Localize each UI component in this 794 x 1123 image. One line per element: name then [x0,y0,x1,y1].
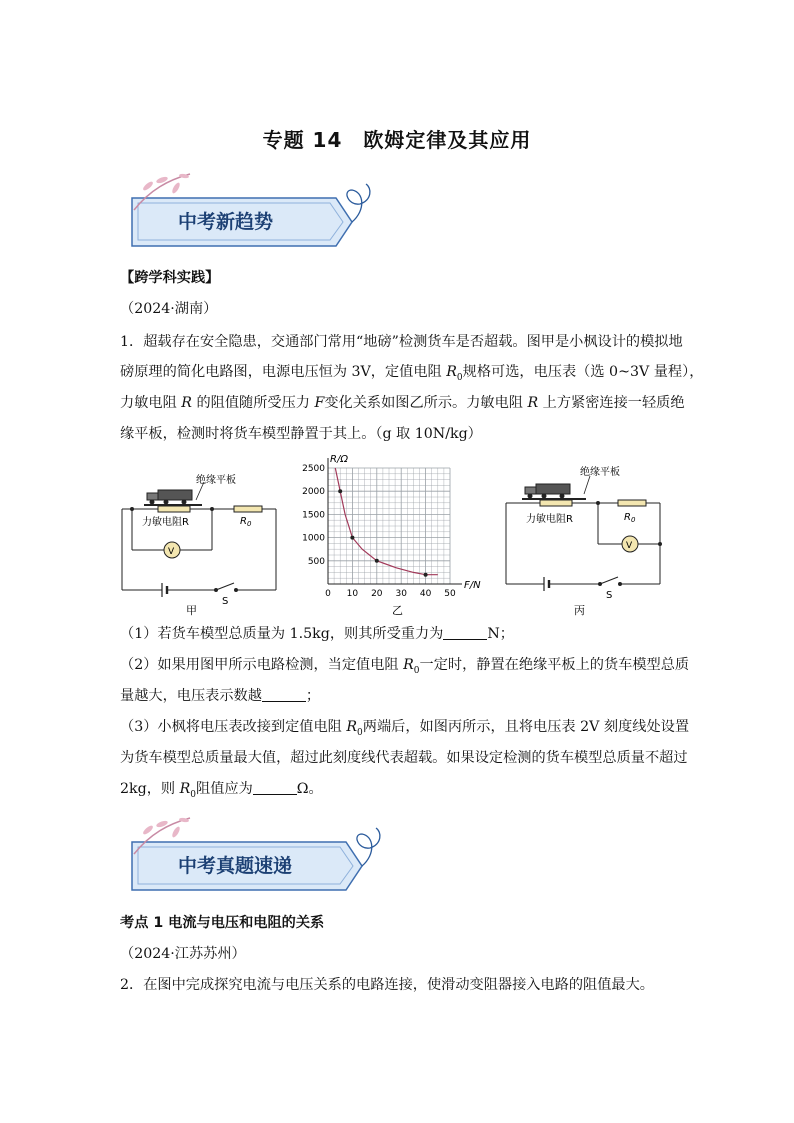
y-tick-label: 1000 [302,533,325,544]
answer-blank-3[interactable] [253,780,297,795]
page-title: 专题 14 欧姆定律及其应用 [262,128,532,152]
data-point [338,489,342,493]
q2-text: 2．在图中完成探究电流与电压关系的电路连接，使滑动变阻器接入电路的阻值最大。 [120,977,654,993]
data-point [375,559,379,563]
source-label: （2024·湖南） [120,301,218,317]
sensor-label: 力敏电阻R [142,517,189,528]
q1-line3: 力敏电阻 R 的阻值随所受压力 F变化关系如图乙所示。力敏电阻 R 上方紧密连接一轻质绝 [120,395,685,411]
x-tick-label: 10 [346,589,359,599]
circuit-diagram-bing [500,460,670,620]
q1-sub1: （1）若货车模型总质量为 1.5kg，则其所受重力为 N； [120,626,514,642]
banner-zhongkao-real [120,814,400,894]
chart-r-vs-f [296,452,490,620]
data-point [350,536,354,540]
r0-label: $R_0$ [240,516,252,528]
answer-blank-1[interactable] [443,625,487,640]
topic-heading: 考点 1 电流与电压和电阻的关系 [120,915,325,931]
q1-sub2-line1: （2）如果用图甲所示电路检测，当定值电阻 $R_0$一定时，静置在绝缘平板上的货车模型总质 [120,657,690,676]
q1-sub3-line2: 为货车模型总质量最大值，超过此刻度线代表超载。如果设定检测的货车模型总质量不超过 [120,750,688,766]
switch-label: S [606,590,613,601]
r0-label: $R_0$ [624,512,636,524]
answer-blank-2[interactable] [262,687,306,702]
banner-title: 中考新趋势 [178,211,274,233]
data-point [424,573,428,577]
x-axis-label: F/N [464,580,481,591]
x-tick-label: 50 [444,589,456,599]
series-line [335,468,438,575]
x-tick-label: 40 [419,589,432,599]
voltmeter-label: V [168,547,175,557]
x-tick-label: 0 [325,589,331,599]
plate-label: 绝缘平板 [580,467,620,478]
sensor-label: 力敏电阻R [526,514,573,525]
source-label: （2024·江苏苏州） [120,946,246,962]
y-tick-label: 500 [307,556,325,567]
section-tag: 【跨学科实践】 [120,270,220,286]
y-tick-label: 1500 [302,510,325,521]
y-tick-label: 2000 [302,487,325,498]
voltmeter-label: V [626,541,633,551]
q1-line4: 缘平板，检测时将货车模型静置于其上。（g 取 10N/kg） [120,426,482,442]
q1-sub3-line1: （3）小枫将电压表改接到定值电阻 $R_0$两端后，如图丙所示，且将电压表 2V 刻度线处设置 [120,719,690,738]
switch-label: S [222,596,229,607]
circuit-diagram-jia [116,468,286,618]
caption-yi: 乙 [392,604,403,617]
banner-title: 中考真题速递 [178,855,293,877]
y-tick-label: 2500 [302,464,325,474]
caption-bing: 丙 [574,604,585,617]
q1-line1: 1．超载存在安全隐患，交通部门常用“地磅”检测货车是否超载。图甲是小枫设计的模拟地 [120,334,683,350]
plate-label: 绝缘平板 [196,475,236,486]
q1-line2: 磅原理的简化电路图，电源电压恒为 3V，定值电阻 $R_0$规格可选，电压表（选 0~3V 量程）， [120,364,704,383]
q1-sub2-line2: 量越大，电压表示数越 ； [120,688,321,704]
q1-sub3-line3: 2kg，则 $R_0$阻值应为 Ω。 [120,781,323,800]
x-tick-label: 20 [371,589,383,599]
y-axis-label: R/Ω [330,454,348,465]
caption-jia: 甲 [186,604,197,617]
x-tick-label: 30 [395,589,407,599]
banner-zhongkao-trend [120,170,390,250]
